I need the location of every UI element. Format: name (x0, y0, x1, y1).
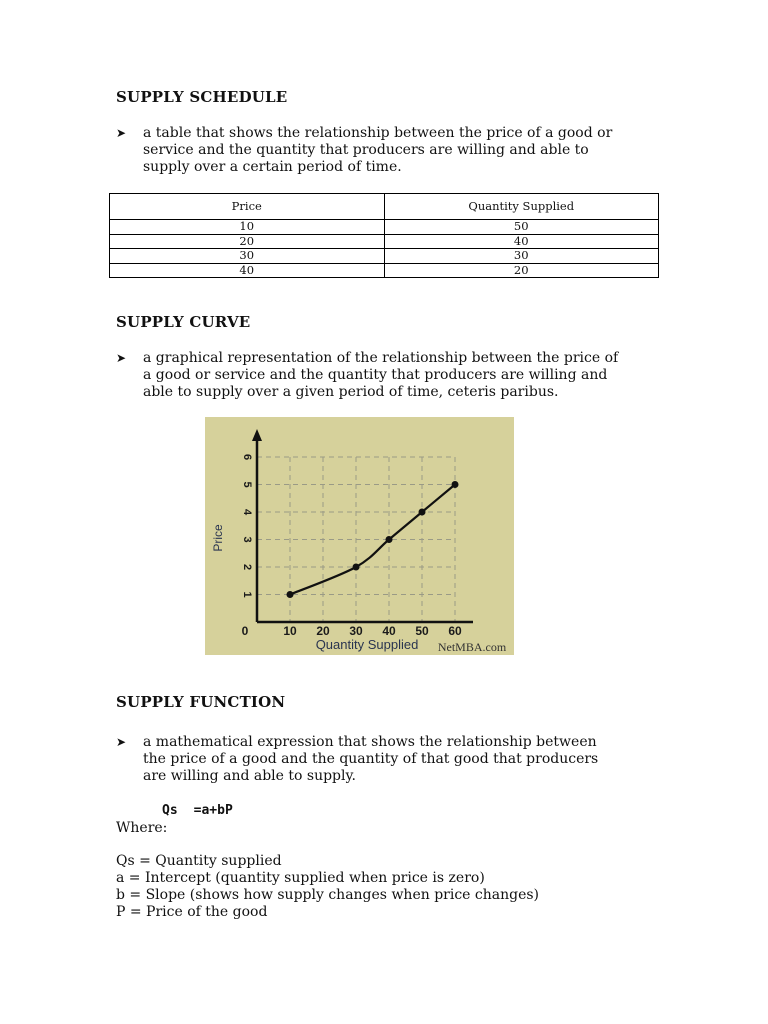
text-line: able to supply over a given period of time, ceteris paribus. (143, 384, 559, 400)
y-tick-label: 5 (241, 481, 253, 488)
formula (162, 803, 233, 818)
x-tick-label: 40 (382, 624, 396, 638)
x-tick-label: 50 (415, 624, 429, 638)
text-line: a graphical representation of the relationship between the price of (143, 350, 619, 366)
table-row (110, 263, 659, 278)
data-point (452, 481, 459, 488)
formula-expression: =a+bP (193, 803, 233, 818)
watermark-text: NetMBA.com (437, 640, 507, 654)
supply-curve-heading: SUPPLY CURVE (116, 313, 251, 331)
text-line: are willing and able to supply. (143, 768, 357, 784)
table-row (110, 220, 659, 235)
where-label: Where: (116, 820, 168, 836)
data-point (353, 564, 360, 571)
x-tick-label: 10 (283, 624, 297, 638)
quantity-cell: 50 (384, 220, 659, 235)
function-definition (143, 734, 663, 785)
data-point (419, 509, 426, 516)
table-row (110, 249, 659, 264)
definition-item: b = Slope (shows how supply changes when price changes) (116, 887, 540, 903)
price-cell: 20 (110, 234, 385, 249)
schedule-definition (143, 125, 663, 176)
price-cell: 30 (110, 249, 385, 264)
x-tick-label: 0 (241, 624, 249, 638)
x-tick-label: 20 (316, 624, 330, 638)
y-tick-label: 2 (241, 563, 253, 571)
data-point (287, 591, 294, 598)
definition-item: Qs = Quantity supplied (116, 853, 282, 869)
formula-qs: Qs (162, 803, 178, 818)
table-row (110, 234, 659, 249)
y-tick-label: 3 (241, 536, 253, 543)
quantity-cell: 30 (384, 249, 659, 264)
table-header-row (110, 194, 659, 220)
supply-schedule-table (109, 193, 659, 278)
column-header-quantity: Quantity Supplied (384, 194, 659, 220)
price-cell: 40 (110, 263, 385, 278)
text-line: a table that shows the relationship between the price of a good or (143, 125, 613, 141)
curve-definition (143, 350, 663, 401)
column-header-price: Price (110, 194, 385, 220)
text-line: the price of a good and the quantity of that good that producers (143, 751, 599, 767)
bullet-arrow-icon: ➤ (116, 735, 127, 749)
bullet-arrow-icon: ➤ (116, 351, 127, 365)
definition-item: P = Price of the good (116, 904, 268, 920)
text-line: a good or service and the quantity that producers are willing and (143, 367, 608, 383)
text-line: a mathematical expression that shows the relationship between (143, 734, 597, 750)
supply-schedule-heading: SUPPLY SCHEDULE (116, 88, 288, 106)
x-tick-label: 60 (448, 624, 462, 638)
y-tick-label: 1 (241, 591, 253, 598)
supply-function-heading: SUPPLY FUNCTION (116, 693, 286, 711)
text-line: service and the quantity that producers are willing and able to (143, 142, 589, 158)
x-tick-label: 30 (349, 624, 363, 638)
supply-curve-chart (205, 417, 514, 655)
definitions-list (116, 853, 539, 921)
definition-item: a = Intercept (quantity supplied when price is zero) (116, 870, 485, 886)
quantity-cell: 40 (384, 234, 659, 249)
data-point (386, 536, 393, 543)
price-cell: 10 (110, 220, 385, 235)
bullet-arrow-icon: ➤ (116, 126, 127, 140)
y-tick-label: 6 (241, 453, 253, 461)
text-line: supply over a certain period of time. (143, 159, 402, 175)
x-axis-label: Quantity Supplied (315, 637, 419, 652)
quantity-cell: 20 (384, 263, 659, 278)
y-axis-label: Price (211, 524, 225, 552)
y-tick-label: 4 (241, 508, 253, 516)
